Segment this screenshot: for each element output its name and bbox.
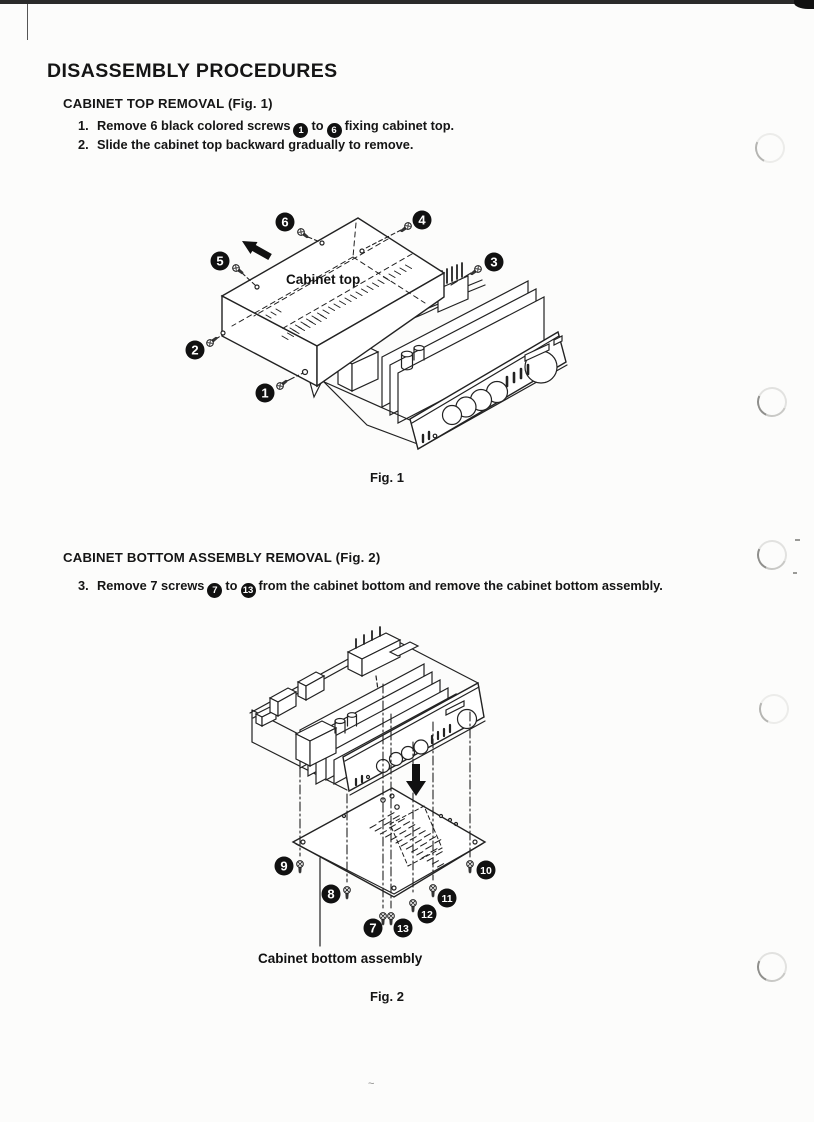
screw-icon: [297, 861, 304, 874]
punch-hole-mark: [753, 948, 791, 986]
punch-hole-mark: [753, 383, 791, 421]
step-text: to: [311, 118, 324, 133]
scan-speck: [793, 572, 797, 574]
cabinet-top-label: Cabinet top: [286, 272, 361, 287]
screw-number-badge: 7: [207, 583, 222, 598]
svg-text:8: 8: [327, 886, 335, 902]
screw-icon: [467, 861, 474, 874]
punch-hole-mark: [753, 536, 791, 574]
figure-2-cabinet-bottom-removal: [240, 618, 530, 973]
screw-number-badge: 13: [241, 583, 256, 598]
cabinet-bottom-plate-drawing: [293, 788, 485, 897]
screw-number-badge: 6: [327, 123, 342, 138]
screw-icon: [410, 900, 417, 913]
callout-4: [413, 211, 432, 230]
scan-edge-top: [0, 0, 814, 4]
svg-text:6: 6: [281, 214, 289, 230]
scan-corner-mark: [794, 0, 814, 9]
screw-icon: [344, 887, 351, 900]
step-text: fixing cabinet top.: [344, 118, 455, 133]
screw-number-badge: 1: [293, 123, 308, 138]
callout-13: [394, 919, 413, 938]
slide-direction-arrow-icon: [242, 241, 272, 260]
down-arrow-icon: [406, 764, 426, 796]
screw-icon: [388, 913, 395, 926]
step-text: Slide the cabinet top backward gradually to remove.: [97, 137, 414, 152]
svg-text:13: 13: [397, 922, 409, 935]
svg-text:5: 5: [216, 253, 224, 269]
cabinet-bottom-assembly-label: Cabinet bottom assembly: [258, 951, 423, 966]
figure-1-cabinet-top-removal: [170, 195, 620, 467]
callout-5: [211, 252, 230, 271]
screw-icon: [398, 221, 412, 234]
callout-11: [438, 889, 457, 908]
screw-icon: [468, 264, 482, 277]
page-title: DISASSEMBLY PROCEDURES: [47, 60, 338, 82]
callout-10: [477, 861, 496, 880]
step-number: 3.: [78, 578, 89, 593]
screw-icon: [296, 227, 310, 240]
figure-2-caption: Fig. 2: [370, 989, 404, 1004]
section-heading-cabinet-bottom: CABINET BOTTOM ASSEMBLY REMOVAL (Fig. 2): [63, 550, 381, 565]
screw-icon: [205, 334, 219, 347]
screw-icon: [275, 377, 289, 390]
svg-text:11: 11: [441, 892, 453, 905]
step-text: Remove 7 screws: [97, 578, 205, 593]
step-number: 2.: [78, 137, 89, 152]
step-text: Remove 6 black colored screws: [97, 118, 291, 133]
figure-1-caption: Fig. 1: [370, 470, 404, 485]
step-text: from the cabinet bottom and remove the cabinet bottom assembly.: [258, 578, 663, 593]
margin-tick: [27, 4, 28, 40]
callout-6: [276, 213, 295, 232]
svg-text:4: 4: [418, 212, 426, 228]
punch-hole-mark: [751, 129, 789, 167]
callout-2: [186, 341, 205, 360]
step-3: [78, 578, 663, 598]
callout-7: [364, 919, 383, 938]
callout-9: [275, 857, 294, 876]
step-text: to: [225, 578, 238, 593]
step-1: [78, 118, 454, 138]
callout-3: [485, 253, 504, 272]
section-heading-cabinet-top: CABINET TOP REMOVAL (Fig. 1): [63, 96, 273, 111]
svg-text:1: 1: [261, 385, 269, 401]
svg-text:3: 3: [490, 254, 498, 270]
step-2: [78, 137, 413, 152]
scan-speck: ~: [368, 1078, 375, 1090]
chassis-drawing: [250, 627, 485, 795]
svg-text:9: 9: [280, 858, 288, 874]
callout-8: [322, 885, 341, 904]
callout-12: [418, 905, 437, 924]
punch-hole-mark: [755, 690, 793, 728]
callout-1: [256, 384, 275, 403]
svg-text:7: 7: [369, 920, 377, 936]
screw-icon: [430, 885, 437, 898]
svg-text:12: 12: [421, 908, 433, 921]
scan-speck: [795, 539, 800, 541]
svg-text:10: 10: [480, 864, 492, 877]
step-number: 1.: [78, 118, 89, 133]
svg-text:2: 2: [191, 342, 199, 358]
